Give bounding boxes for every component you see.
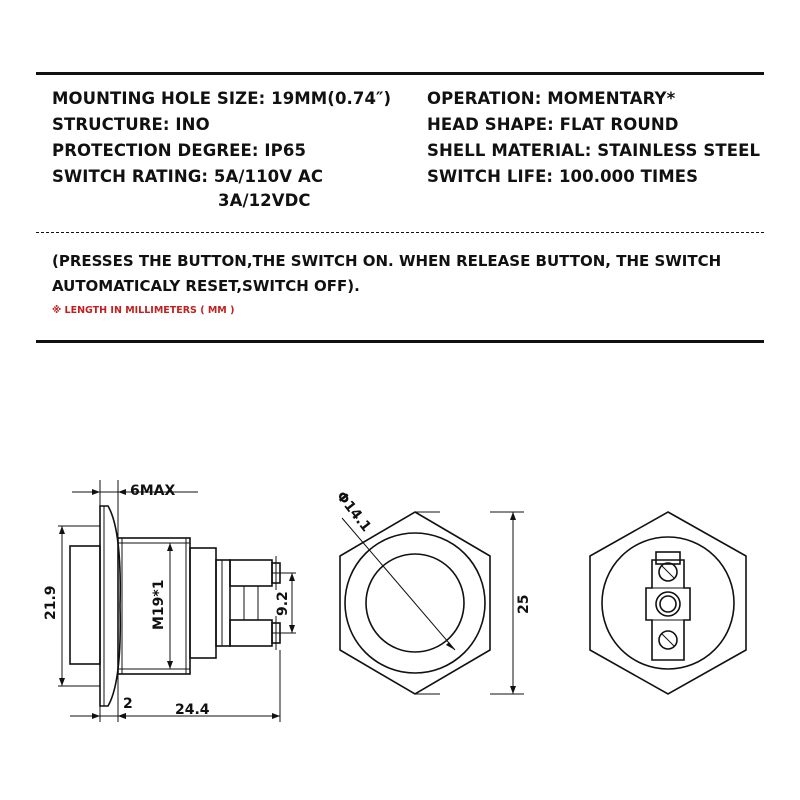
spec-shell-material: SHELL MATERIAL: STAINLESS STEEL [427,141,761,160]
spec-structure: STRUCTURE: INO [52,115,210,134]
dim-24-4: 24.4 [175,702,210,718]
dim-phi-14-1: Φ14.1 [332,488,375,536]
dim-25: 25 [516,594,532,614]
terminal-block [646,560,690,660]
spec-protection: PROTECTION DEGREE: IP65 [52,141,307,160]
side-view [58,480,296,722]
spec-rating: SWITCH RATING: 5A/110V AC [52,167,324,186]
switch-housing [190,548,216,658]
spec-switch-life: SWITCH LIFE: 100.000 TIMES [427,167,699,186]
front-view [340,512,524,694]
spec-rating-dc: 3A/12VDC [218,191,311,210]
dim-21-9: 21.9 [43,585,59,620]
button-cap [70,546,100,664]
dim-m19: M19*1 [151,579,167,630]
operation-note-line1: (PRESSES THE BUTTON,THE SWITCH ON. WHEN RELEASE BUTTON, THE SWITCH [52,252,722,270]
units-note: ※ LENGTH IN MILLIMETERS ( MM ) [52,305,235,316]
terminal-top [230,560,272,586]
spec-mounting-hole: MOUNTING HOLE SIZE: 19MM(0.74″) [52,89,392,108]
rear-view [590,512,746,694]
dim-9-2: 9.2 [275,591,291,616]
spec-head-shape: HEAD SHAPE: FLAT ROUND [427,115,679,134]
operation-note-line2: AUTOMATICALY RESET,SWITCH OFF). [52,277,360,295]
dim-2: 2 [123,696,133,712]
hex-nut-rear [590,512,746,694]
dim-6max: 6MAX [130,483,176,499]
spec-operation: OPERATION: MOMENTARY* [427,89,676,108]
